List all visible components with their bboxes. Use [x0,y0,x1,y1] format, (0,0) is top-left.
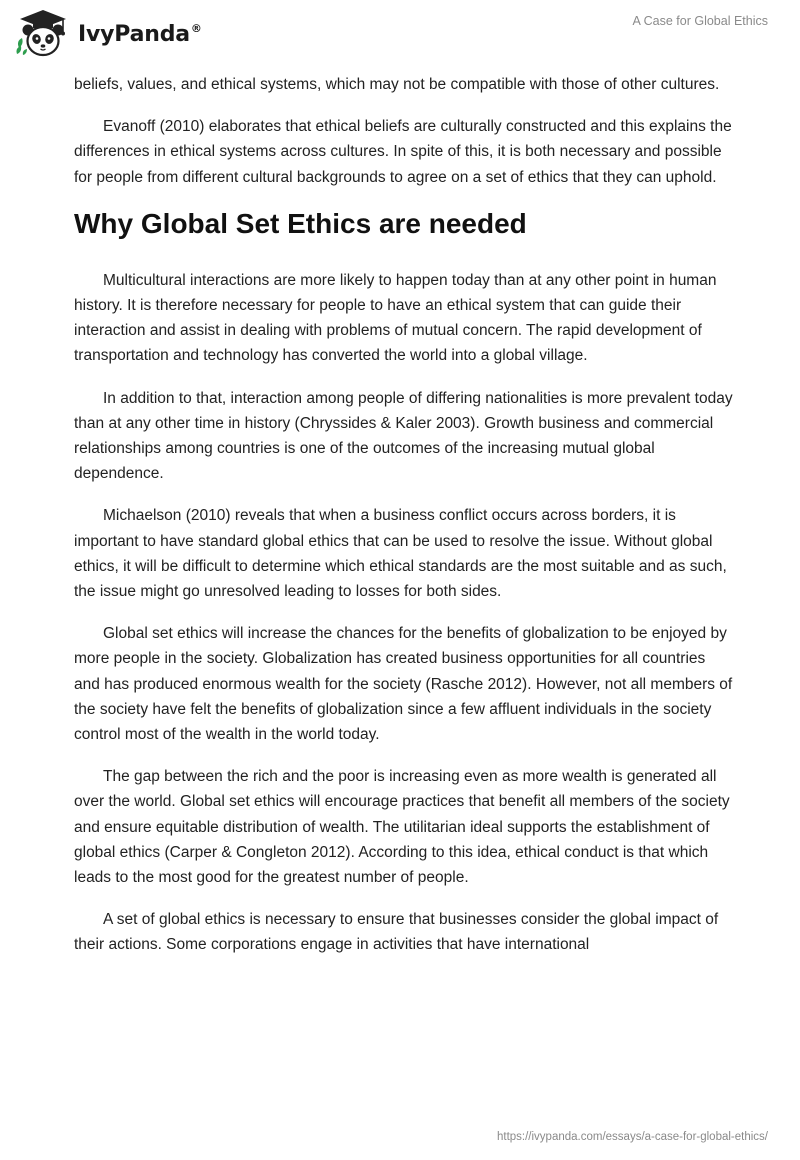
registered-mark: ® [190,22,202,36]
paragraph: Evanoff (2010) elaborates that ethical beliefs are culturally constructed and this explains the differences in ethical systems across cultures. In spite of this, it is both necessary and possible for people from different cultural backgrounds to agree on a set of ethics that they can uphold. [74,118,732,186]
paragraph: In addition to that, interaction among people of differing nationalities is more prevalent today than at any other time in history (Chryssides & Kaler 2003). Growth business and commercial relationships among countries is one of the outcomes of the increasing mutual global dependence. [74,389,733,483]
page-header [0,0,800,72]
document-title: A Case for Global Ethics [632,14,768,28]
brand-name: IvyPanda® [78,21,202,47]
paragraph: Multicultural interactions are more likely to happen today than at any other point in human history. It is therefore necessary for people to have an ethical system that can guide their interaction and assist in dealing with problems of mutual concern. The rapid development of transportation and technology has converted the world into a global village. [74,271,717,365]
paragraph: Global set ethics will increase the chances for the benefits of globalization to be enjoyed by more people in the society. Globalization has created business opportunities for all countries and has produced enormous wealth for the society (Rasche 2012). However, not all members of the society have felt the benefits of globalization since a few affluent individuals in the society control most of the wealth in the world today. [74,625,733,744]
brand-logo[interactable] [14,8,202,60]
essay-body [74,72,734,975]
section-heading: Why Global Set Ethics are needed [74,207,527,239]
source-url[interactable]: https://ivypanda.com/essays/a-case-for-global-ethics/ [496,1131,768,1143]
paragraph: A set of global ethics is necessary to ensure that businesses consider the global impact of their actions. Some corporations engage in activities that have international [74,911,719,954]
paragraph: Michaelson (2010) reveals that when a business conflict occurs across borders, it is important to have standard global ethics that can be used to resolve the issue. Without global ethics, it will be difficult to determine which ethical standards are the most suitable and as such, the issue might go unresolved leading to losses for both sides. [74,507,727,601]
panda-graduation-cap-icon [14,8,72,60]
paragraph: The gap between the rich and the poor is increasing even as more wealth is generated all over the world. Global set ethics will encourage practices that benefit all members of the society and ensure equitable distribution of wealth. The utilitarian ideal supports the establishment of global ethics (Carper & Congleton 2012). According to this idea, ethical conduct is that which leads to the most good for the greatest number of people. [74,768,730,887]
paragraph: beliefs, values, and ethical systems, which may not be compatible with those of other cultures. [74,76,720,93]
